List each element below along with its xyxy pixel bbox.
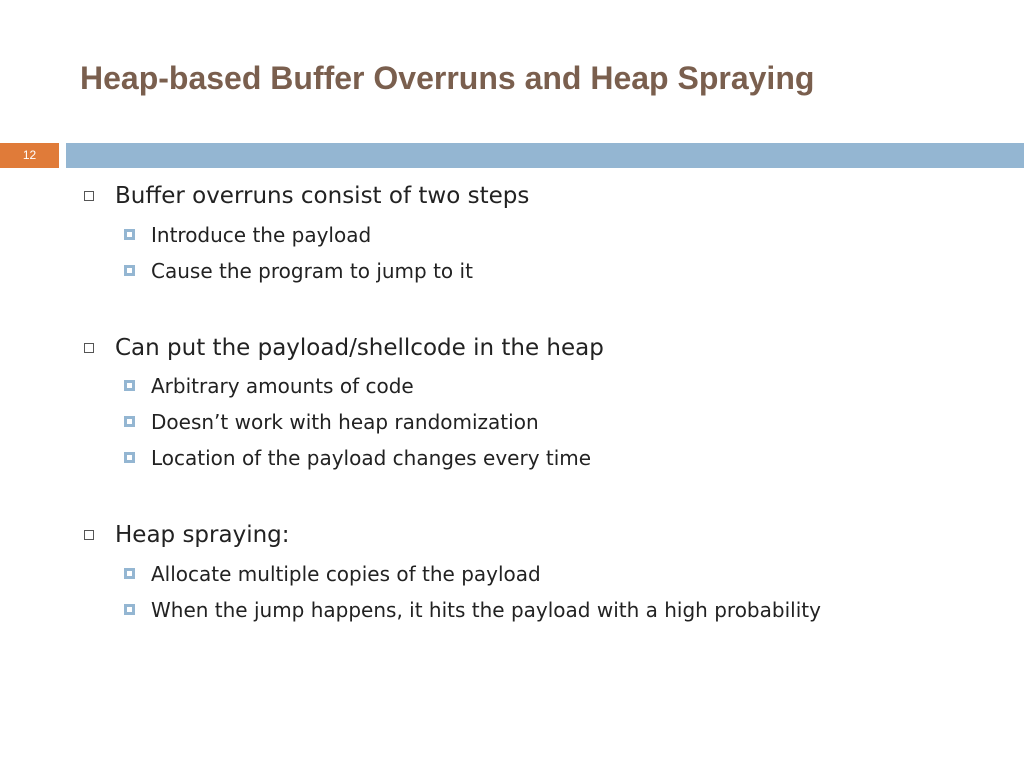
framed-square-icon: [124, 265, 135, 276]
framed-square-icon: [124, 604, 135, 615]
framed-square-icon: [124, 568, 135, 579]
bullet-text: Heap spraying:: [115, 522, 290, 548]
hollow-square-icon: [84, 343, 94, 353]
sub-bullet-text: Doesn’t work with heap randomization: [151, 410, 539, 434]
sub-bullet-text: Cause the program to jump to it: [151, 259, 473, 283]
bullet-text: Buffer overruns consist of two steps: [115, 183, 530, 209]
sub-bullet-text: Arbitrary amounts of code: [151, 374, 414, 398]
slide-title: Heap-based Buffer Overruns and Heap Spraying: [80, 60, 815, 96]
hollow-square-icon: [84, 191, 94, 201]
sub-bullet-text: Introduce the payload: [151, 223, 372, 247]
framed-square-icon: [124, 380, 135, 391]
framed-square-icon: [124, 416, 135, 427]
sub-bullet-text: When the jump happens, it hits the payload with a high probability: [151, 598, 821, 622]
slide-number-badge: 12: [0, 143, 59, 168]
sub-bullet-text: Location of the payload changes every time: [151, 446, 592, 470]
framed-square-icon: [124, 452, 135, 463]
hollow-square-icon: [84, 530, 94, 540]
framed-square-icon: [124, 229, 135, 240]
sub-bullet-text: Allocate multiple copies of the payload: [151, 562, 541, 586]
bullet-text: Can put the payload/shellcode in the heap: [115, 335, 604, 361]
